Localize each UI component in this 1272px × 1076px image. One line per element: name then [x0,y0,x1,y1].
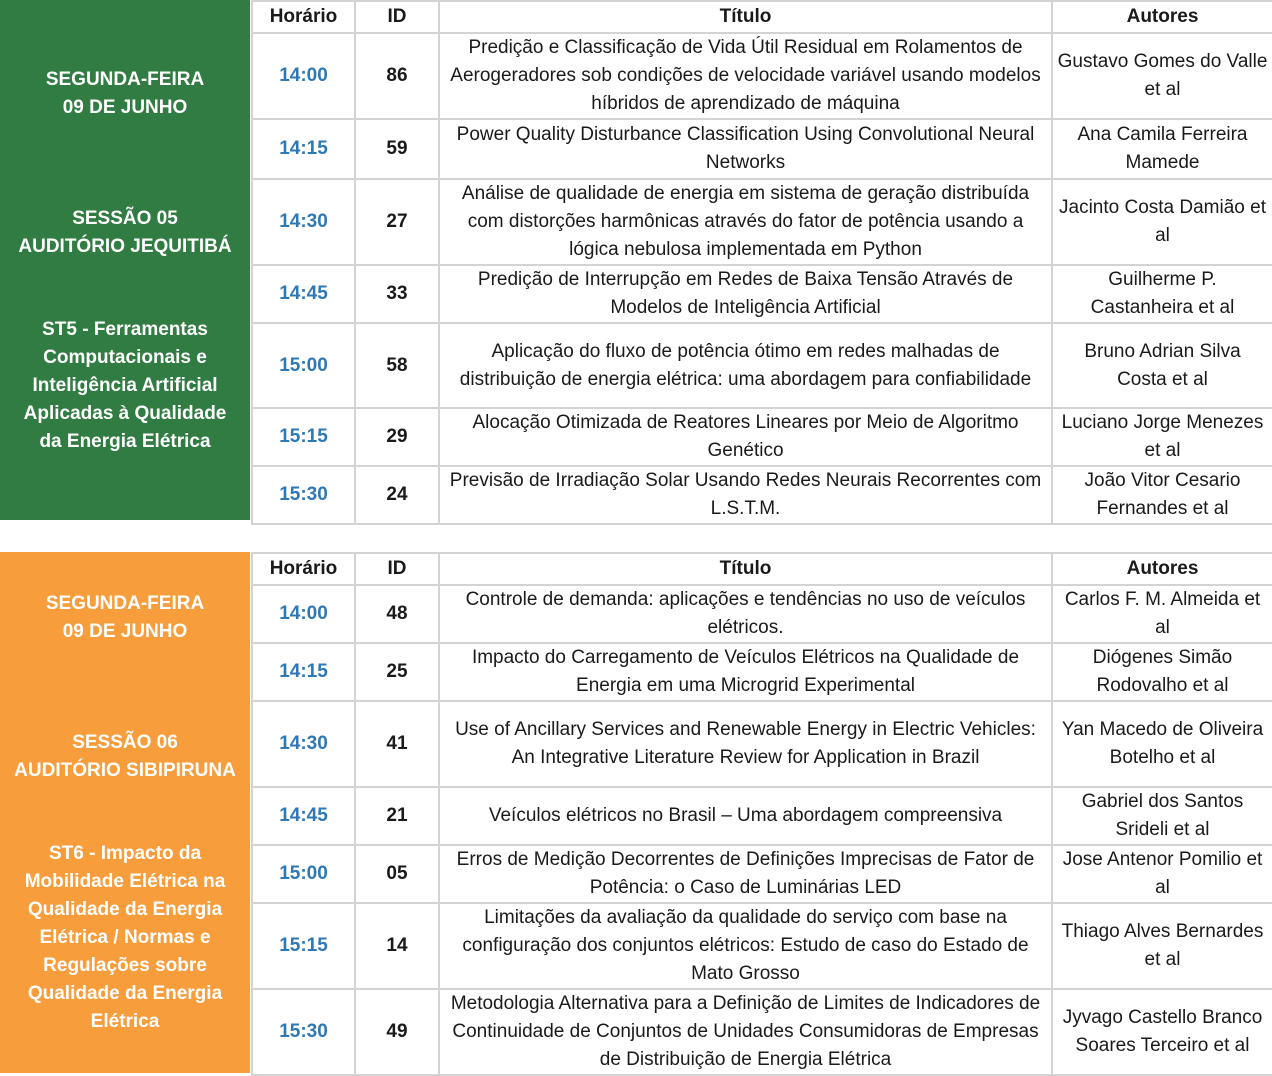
row-title: Power Quality Disturbance Classification Using Convolutional Neural Networks [439,119,1052,179]
session-06-track-line: Qualidade da Energia [27,983,223,1004]
row-time: 15:15 [252,903,355,989]
row-id: 48 [355,585,439,643]
row-title: Aplicação do fluxo de potência ótimo em redes malhadas de distribuição de energia elétrica: uma abordagem para confiabilidade [439,323,1052,408]
row-id: 86 [355,33,439,119]
row-time: 14:30 [252,701,355,787]
row-id: 29 [355,408,439,466]
row-title: Metodologia Alternativa para a Definição de Limites de Indicadores de Continuidade de Conjuntos de Unidades Consumidoras de Empresas de Distribuição de Energia Elétrica [439,989,1052,1075]
session-06-track-line: Elétrica / Normas e [39,927,211,948]
table-row [252,903,1272,989]
session-05-track-line: ST5 - Ferramentas [42,319,208,340]
table-row [252,119,1272,179]
session-05-sidebar [0,0,250,520]
table-row [252,179,1272,265]
row-id: 58 [355,323,439,408]
row-time: 15:00 [252,323,355,408]
session-06-table-wrap [251,552,1272,1073]
session-05-table [251,0,1272,525]
row-time: 14:45 [252,265,355,323]
row-authors: Carlos F. M. Almeida et al [1052,585,1272,643]
row-id: 24 [355,466,439,524]
header-id: ID [355,553,439,585]
session-05-track-line: Aplicadas à Qualidade [23,403,227,424]
header-titulo: Título [439,553,1052,585]
table-row [252,585,1272,643]
row-time: 15:00 [252,845,355,903]
session-06-room-info [0,729,250,785]
table-row [252,265,1272,323]
row-title: Predição e Classificação de Vida Útil Residual em Rolamentos de Aerogeradores sob condições de velocidade variável usando modelos híbridos de aprendizado de máquina [439,33,1052,119]
row-time: 14:30 [252,179,355,265]
session-05-track-line: da Energia Elétrica [39,431,211,452]
row-authors: Guilherme P. Castanheira et al [1052,265,1272,323]
row-authors: João Vitor Cesario Fernandes et al [1052,466,1272,524]
header-horario: Horário [252,1,355,33]
session-05-track-line: Computacionais e [43,347,207,368]
session-06-track-line: Regulações sobre [43,955,207,976]
row-id: 05 [355,845,439,903]
row-authors: Yan Macedo de Oliveira Botelho et al [1052,701,1272,787]
row-time: 14:45 [252,787,355,845]
row-authors: Thiago Alves Bernardes et al [1052,903,1272,989]
row-title: Controle de demanda: aplicações e tendências no uso de veículos elétricos. [439,585,1052,643]
table-row [252,989,1272,1075]
row-title: Previsão de Irradiação Solar Usando Redes Neurais Recorrentes com L.S.T.M. [439,466,1052,524]
row-title: Impacto do Carregamento de Veículos Elétricos na Qualidade de Energia em uma Microgrid Experimental [439,643,1052,701]
row-id: 27 [355,179,439,265]
row-time: 14:00 [252,33,355,119]
row-title: Veículos elétricos no Brasil – Uma abordagem compreensiva [439,787,1052,845]
row-time: 14:00 [252,585,355,643]
row-authors: Jose Antenor Pomilio et al [1052,845,1272,903]
session-06-sidebar [0,552,250,1073]
row-id: 21 [355,787,439,845]
table-row [252,33,1272,119]
row-title: Limitações da avaliação da qualidade do serviço com base na configuração dos conjuntos elétricos: Estudo de caso do Estado de Mato Grosso [439,903,1052,989]
session-06-day: SEGUNDA-FEIRA [45,593,205,614]
row-authors: Gustavo Gomes do Valle et al [1052,33,1272,119]
row-id: 59 [355,119,439,179]
row-id: 14 [355,903,439,989]
session-05-room-info [0,205,250,261]
row-title: Análise de qualidade de energia em sistema de geração distribuída com distorções harmônicas através do fator de potência usando a lógica nebulosa implementada em Python [439,179,1052,265]
table-header-row [252,1,1272,33]
table-row [252,643,1272,701]
row-authors: Jacinto Costa Damião et al [1052,179,1272,265]
row-id: 25 [355,643,439,701]
header-id: ID [355,1,439,33]
row-title: Predição de Interrupção em Redes de Baixa Tensão Através de Modelos de Inteligência Artificial [439,265,1052,323]
row-authors: Diógenes Simão Rodovalho et al [1052,643,1272,701]
row-authors: Gabriel dos Santos Srideli et al [1052,787,1272,845]
session-05-track [0,316,250,456]
session-05-block [0,0,1272,520]
session-06-room: AUDITÓRIO SIBIPIRUNA [14,760,236,781]
row-authors: Ana Camila Ferreira Mamede [1052,119,1272,179]
session-05-date [0,66,250,122]
row-time: 14:15 [252,119,355,179]
table-row [252,845,1272,903]
session-06-table [251,552,1272,1076]
session-06-date [0,590,250,646]
session-06-track-line: ST6 - Impacto da [48,843,202,864]
table-row [252,787,1272,845]
session-05-track-line: Inteligência Artificial [32,375,218,396]
session-06-track [0,840,250,1036]
table-row [252,323,1272,408]
row-title: Alocação Otimizada de Reatores Lineares por Meio de Algoritmo Genético [439,408,1052,466]
table-row [252,408,1272,466]
row-time: 14:15 [252,643,355,701]
header-horario: Horário [252,553,355,585]
header-autores: Autores [1052,1,1272,33]
session-05-number: SESSÃO 05 [72,208,178,229]
row-title: Use of Ancillary Services and Renewable Energy in Electric Vehicles: An Integrative Literature Review for Application in Brazil [439,701,1052,787]
row-id: 49 [355,989,439,1075]
header-titulo: Título [439,1,1052,33]
row-authors: Bruno Adrian Silva Costa et al [1052,323,1272,408]
session-06-number: SESSÃO 06 [72,732,178,753]
row-time: 15:15 [252,408,355,466]
row-authors: Jyvago Castello Branco Soares Terceiro et al [1052,989,1272,1075]
header-autores: Autores [1052,553,1272,585]
session-05-room: AUDITÓRIO JEQUITIBÁ [18,236,232,257]
session-06-block [0,552,1272,1073]
session-05-table-wrap [251,0,1272,520]
session-06-track-line: Qualidade da Energia [27,899,223,920]
session-06-track-line: Mobilidade Elétrica na [24,871,226,892]
row-title: Erros de Medição Decorrentes de Definições Imprecisas de Fator de Potência: o Caso de Luminárias LED [439,845,1052,903]
row-authors: Luciano Jorge Menezes et al [1052,408,1272,466]
table-row [252,701,1272,787]
row-id: 33 [355,265,439,323]
session-06-track-line: Elétrica [90,1011,160,1032]
row-time: 15:30 [252,466,355,524]
session-05-date-text: 09 DE JUNHO [62,97,188,118]
table-header-row [252,553,1272,585]
session-05-day: SEGUNDA-FEIRA [45,69,205,90]
session-06-date-text: 09 DE JUNHO [62,621,188,642]
table-row [252,466,1272,524]
row-id: 41 [355,701,439,787]
row-time: 15:30 [252,989,355,1075]
